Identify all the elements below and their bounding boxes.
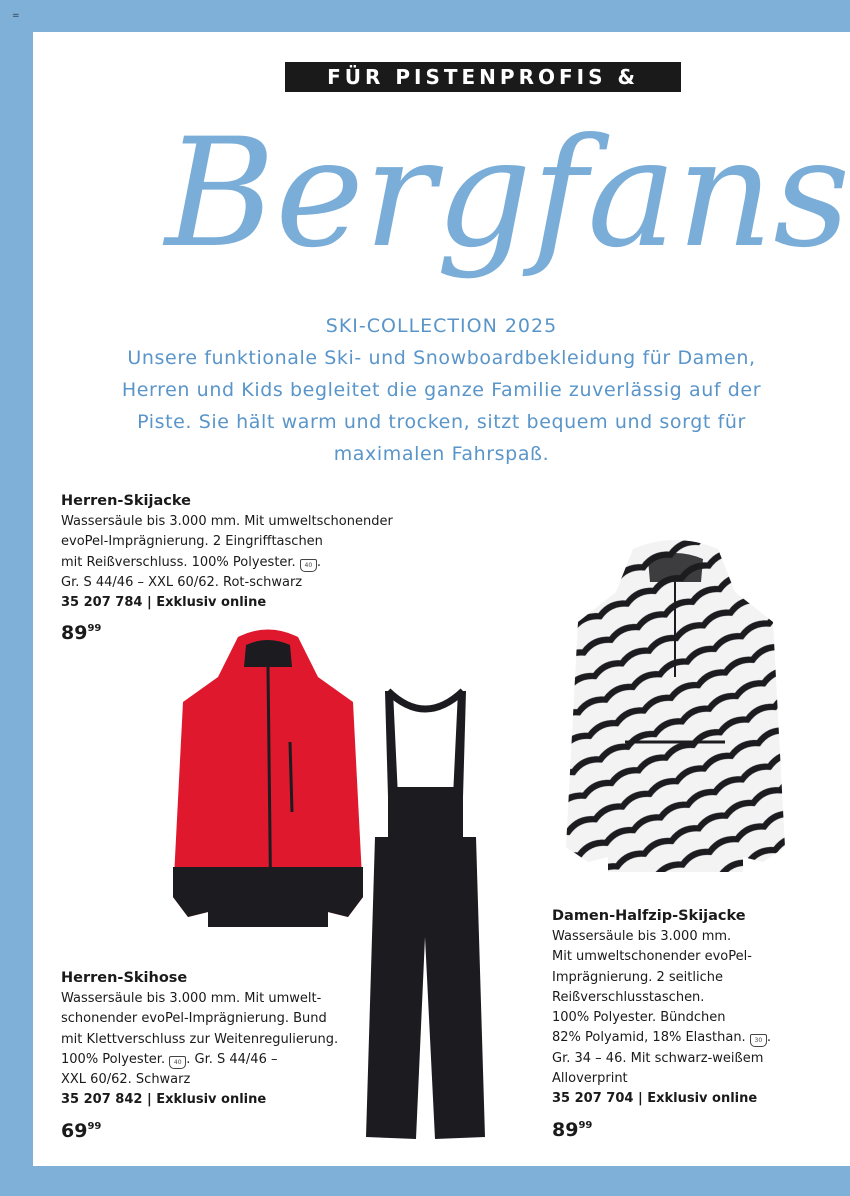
product-desc-line: Reißverschlusstaschen. — [552, 989, 705, 1005]
script-title — [153, 87, 850, 297]
product-desc-line: evoPel-Imprägnierung. 2 Eingrifftaschen — [61, 534, 323, 550]
zebra-ski-jacket-image — [563, 537, 788, 877]
product-desc-line: Wassersäule bis 3.000 mm. Mit umwelt- — [61, 991, 322, 1006]
red-ski-jacket-image — [168, 627, 368, 947]
article-number: 35 207 704 | Exklusiv online — [552, 1091, 758, 1107]
product-desc-line: Wassersäule bis 3.000 mm. — [552, 929, 732, 944]
product-desc-line: XXL 60/62. Schwarz — [61, 1072, 191, 1088]
washing-care-icon: 40 — [300, 559, 317, 572]
article-number: 35 207 842 | Exklusiv online — [61, 1092, 267, 1108]
product-name: Herren-Skijacke — [61, 493, 191, 509]
product-desc-line: Gr. 34 – 46. Mit schwarz-weißem — [552, 1050, 764, 1066]
product-price: $89^{99}$ — [552, 1118, 593, 1141]
product-desc-line: Mit umweltschonender evoPel- — [552, 949, 752, 965]
corner-mark: = — [12, 11, 20, 21]
product-damen-halfzip-skijacke — [552, 905, 792, 1142]
product-desc-line: 100% Polyester. Bündchen — [552, 1010, 726, 1026]
product-desc-line: 100% Polyester. 40 . Gr. S 44/46 – — [61, 1051, 278, 1067]
catalog-page — [33, 32, 850, 1166]
intro-line: maximalen Fahrspaß. — [333, 443, 550, 465]
product-name: Herren-Skihose — [61, 970, 188, 986]
black-ski-pants-image — [363, 687, 488, 1147]
product-price: $89^{99}$ — [61, 622, 102, 645]
product-desc-line: mit Reißverschluss. 100% Polyester. 40 . — [61, 554, 321, 570]
intro-text — [83, 342, 800, 470]
product-desc-line: Gr. S 44/46 – XXL 60/62. Rot-schwarz — [61, 574, 303, 590]
product-desc-line: Alloverprint — [552, 1071, 628, 1087]
collection-title: SKI-COLLECTION 2025 — [325, 315, 558, 337]
product-desc-line: mit Klettverschluss zur Weitenregulierung. — [61, 1031, 339, 1047]
article-number: 35 207 784 | Exklusiv online — [61, 595, 267, 611]
header-banner: FÜR PISTENPROFIS & — [285, 62, 681, 92]
product-desc-line: Imprägnierung. 2 seitliche — [552, 969, 723, 985]
washing-care-icon: 40 — [169, 1056, 186, 1069]
intro-line: Piste. Sie hält warm und trocken, sitzt bequem und sorgt für — [137, 411, 746, 433]
product-price: $69^{99}$ — [61, 1119, 102, 1142]
product-desc-line: Wassersäule bis 3.000 mm. Mit umweltschonender — [61, 514, 393, 529]
product-herren-skijacke — [61, 490, 421, 645]
intro-line: Herren und Kids begleitet die ganze Familie zuverlässig auf der — [121, 379, 762, 401]
product-desc-line: schonender evoPel-Imprägnierung. Bund — [61, 1011, 327, 1027]
product-herren-skihose — [61, 967, 371, 1143]
product-desc-line: 82% Polyamid, 18% Elasthan. 30 . — [552, 1030, 771, 1046]
product-name: Damen-Halfzip-Skijacke — [552, 908, 746, 924]
script-title-text: Bergfans — [165, 107, 850, 281]
washing-care-icon: 30 — [750, 1034, 767, 1047]
intro-line: Unsere funktionale Ski- und Snowboardbekleidung für Damen, — [127, 347, 756, 369]
